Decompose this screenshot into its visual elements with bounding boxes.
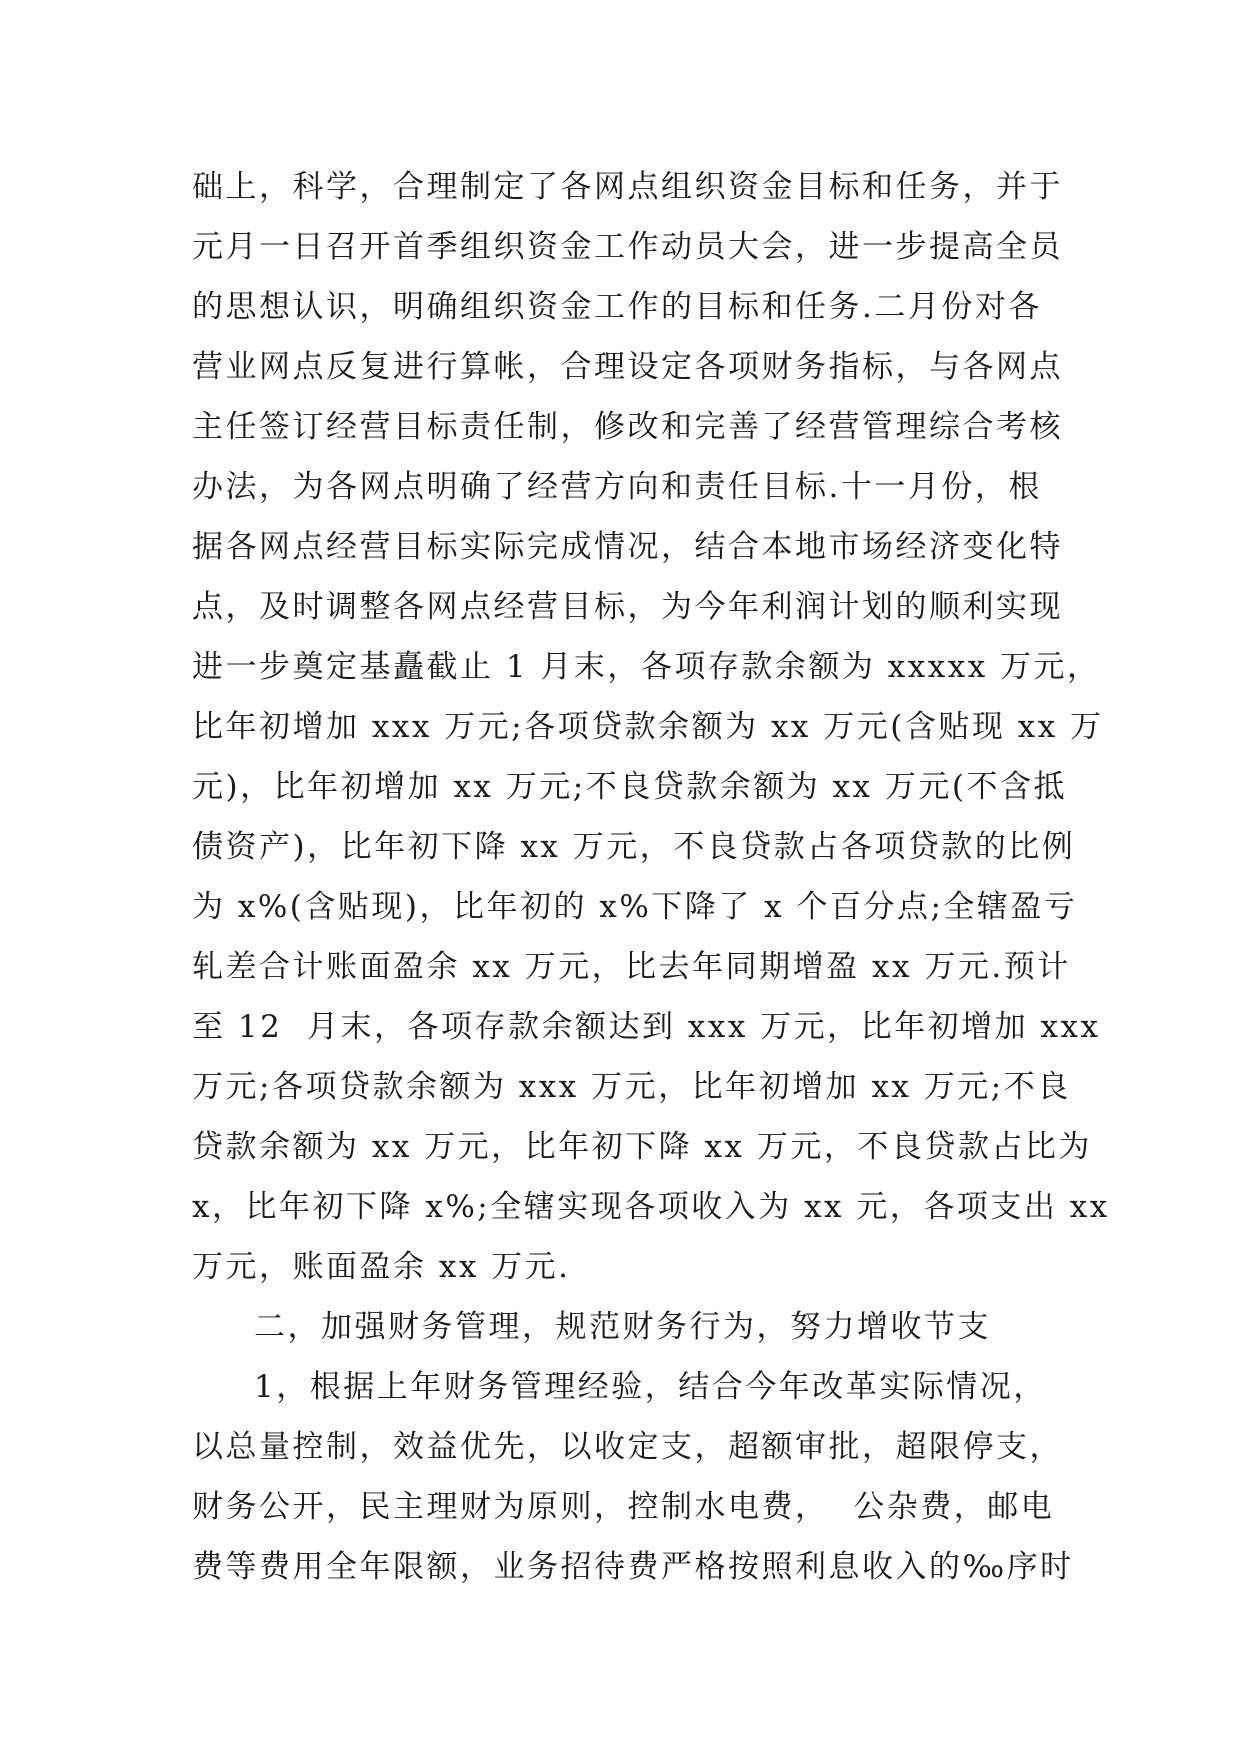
body-line: 元月一日召开首季组织资金工作动员大会，进一步提高全员 xyxy=(192,229,1063,265)
body-line: 营业网点反复进行算帐，合理设定各项财务指标，与各网点 xyxy=(192,349,1063,385)
body-line: 主任签订经营目标责任制，修改和完善了经营管理综合考核 xyxy=(192,409,1063,445)
body-line: 础上，科学，合理制定了各网点组织资金目标和任务，并于 xyxy=(192,169,1063,205)
section-line: 1，根据上年财务管理经验，结合今年改革实际情况， xyxy=(254,1369,1047,1405)
body-line: 万元;各项贷款余额为 xxx 万元，比年初增加 xx 万元;不良 xyxy=(192,1069,1071,1105)
body-line: 至 12 月末，各项存款余额达到 xxx 万元，比年初增加 xxx xyxy=(192,1009,1101,1045)
body-line: 点，及时调整各网点经营目标，为今年利润计划的顺利实现 xyxy=(192,589,1063,625)
body-line: 办法，为各网点明确了经营方向和责任目标.十一月份，根 xyxy=(192,469,1042,505)
section-heading: 二，加强财务管理，规范财务行为，努力增收节支 xyxy=(254,1309,991,1345)
body-line: 轧差合计账面盈余 xx 万元，比去年同期增盈 xx 万元.预计 xyxy=(192,949,1071,985)
body-line: 贷款余额为 xx 万元，比年初下降 xx 万元，不良贷款占比为 xyxy=(192,1129,1092,1165)
body-line: 为 x%(含贴现)，比年初的 x%下降了 x 个百分点;全辖盈亏 xyxy=(192,889,1078,925)
body-line: 比年初增加 xxx 万元;各项贷款余额为 xx 万元(含贴现 xx 万 xyxy=(192,709,1104,745)
body-line: 的思想认识，明确组织资金工作的目标和任务.二月份对各 xyxy=(192,289,1042,325)
body-line: 债资产)，比年初下降 xx 万元，不良贷款占各项贷款的比例 xyxy=(192,829,1076,865)
body-line: 元)，比年初增加 xx 万元;不良贷款余额为 xx 万元(不含抵 xyxy=(192,769,1067,805)
body-line: x，比年初下降 x%;全辖实现各项收入为 xx 元，各项支出 xx xyxy=(192,1189,1110,1225)
body-line: 万元，账面盈余 xx 万元. xyxy=(192,1249,571,1285)
body-line: 进一步奠定基矗截止 1 月末，各项存款余额为 xxxxx 万元， xyxy=(192,649,1101,685)
section-line: 费等费用全年限额，业务招待费严格按照利息收入的‰序时 xyxy=(192,1549,1074,1585)
document-body xyxy=(192,157,1110,1597)
body-line: 据各网点经营目标实际完成情况，结合本地市场经济变化特 xyxy=(192,529,1063,565)
section-line: 以总量控制，效益优先，以收定支，超额审批，超限停支， xyxy=(192,1429,1063,1465)
section-line: 财务公开，民主理财为原则，控制水电费， 公杂费，邮电 xyxy=(192,1489,1055,1525)
